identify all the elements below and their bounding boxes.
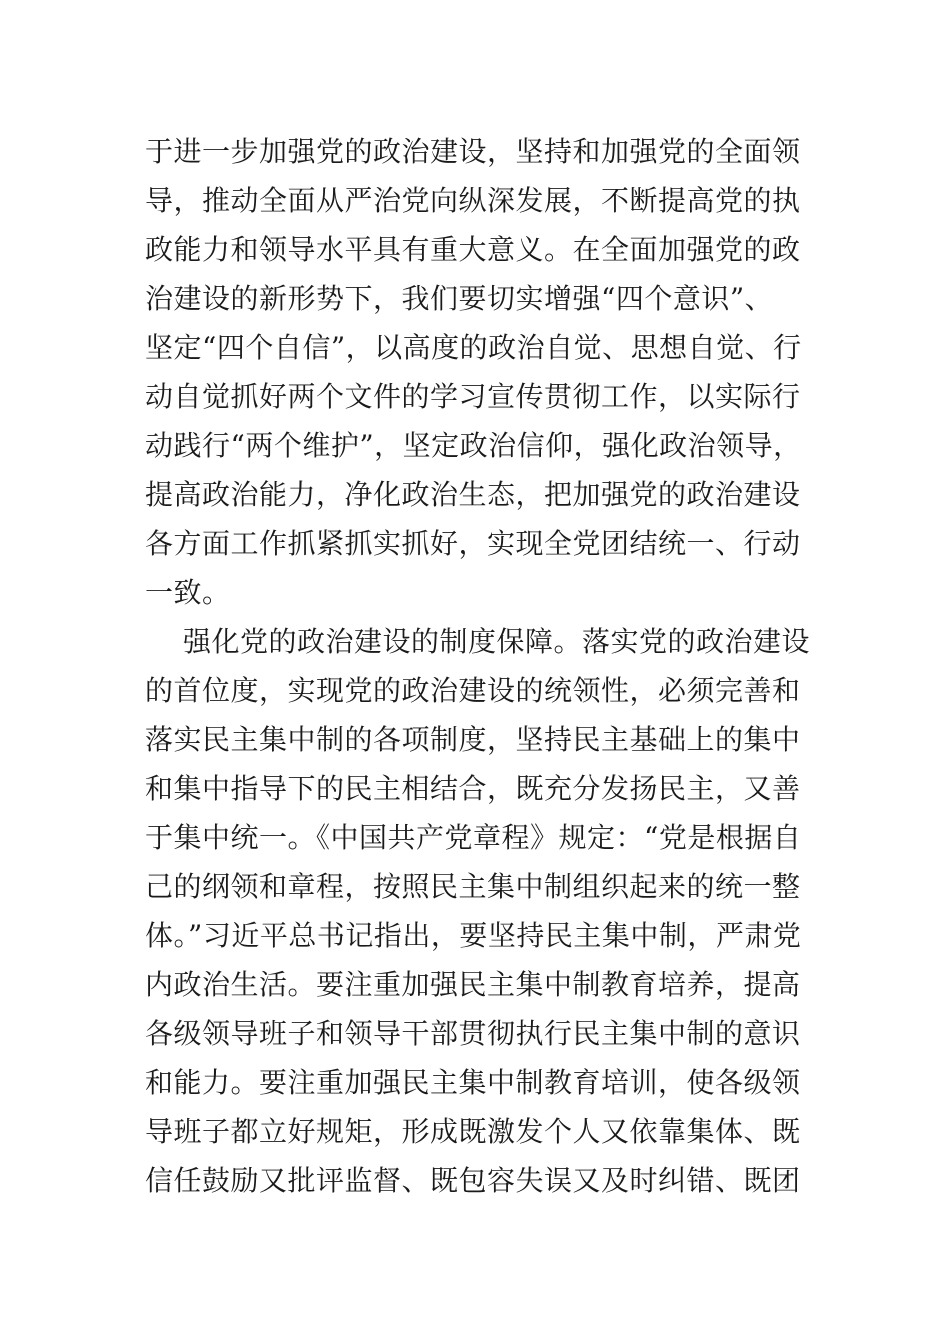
- text-line: 治建设的新形势下，我们要切实增强“四个意识”、: [145, 282, 774, 315]
- text-line: 各方面工作抓紧抓实抓好，实现全党团结统一、行动: [145, 527, 801, 560]
- text-line: 一致。: [145, 576, 231, 609]
- text-line: 导班子都立好规矩，形成既激发个人又依靠集体、既: [145, 1115, 801, 1148]
- text-line: 的首位度，实现党的政治建设的统领性，必须完善和: [145, 674, 801, 707]
- text-line: 信任鼓励又批评监督、既包容失误又及时纠错、既团: [145, 1164, 801, 1197]
- text-line: 强化党的政治建设的制度保障。落实党的政治建设: [183, 625, 811, 658]
- text-line: 提高政治能力，净化政治生态，把加强党的政治建设: [145, 478, 801, 511]
- text-line: 己的纲领和章程，按照民主集中制组织起来的统一整: [145, 870, 801, 903]
- text-line: 于集中统一。《中国共产党章程》规定：“党是根据自: [145, 821, 802, 854]
- text-line: 各级领导班子和领导干部贯彻执行民主集中制的意识: [145, 1017, 801, 1050]
- text-line: 动践行“两个维护”，坚定政治信仰，强化政治领导，: [145, 429, 802, 462]
- text-line: 导，推动全面从严治党向纵深发展，不断提高党的执: [145, 184, 801, 217]
- text-line: 于进一步加强党的政治建设，坚持和加强党的全面领: [145, 135, 801, 168]
- text-line: 内政治生活。要注重加强民主集中制教育培养，提高: [145, 968, 801, 1001]
- text-line: 动自觉抓好两个文件的学习宣传贯彻工作，以实际行: [145, 380, 801, 413]
- text-line: 落实民主集中制的各项制度，坚持民主基础上的集中: [145, 723, 801, 756]
- body-text: [145, 127, 810, 1205]
- text-line: 坚定“四个自信”，以高度的政治自觉、思想自觉、行: [145, 331, 802, 364]
- text-line: 和能力。要注重加强民主集中制教育培训，使各级领: [145, 1066, 801, 1099]
- paragraph-2: [145, 617, 810, 1205]
- text-line: 体。”习近平总书记指出，要坚持民主集中制，严肃党: [145, 919, 802, 952]
- text-line: 和集中指导下的民主相结合，既充分发扬民主，又善: [145, 772, 801, 805]
- paragraph-1: [145, 127, 810, 617]
- text-line: 政能力和领导水平具有重大意义。在全面加强党的政: [145, 233, 801, 266]
